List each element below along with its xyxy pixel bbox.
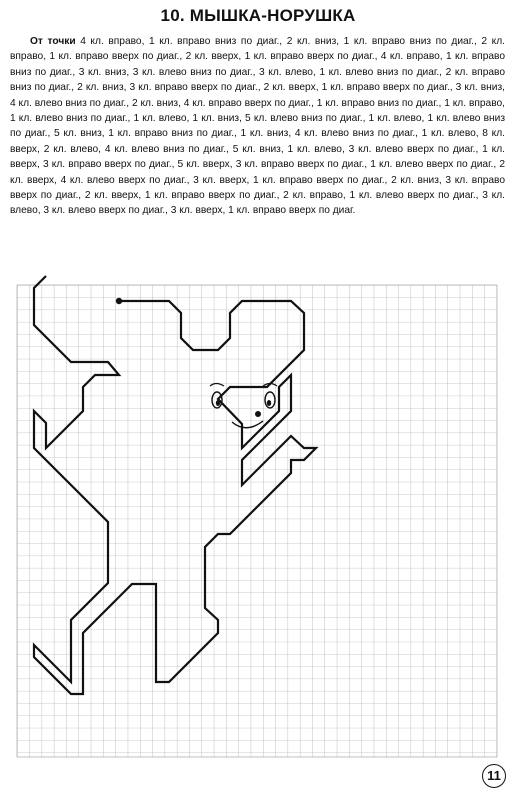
right-brow bbox=[263, 384, 277, 387]
nose bbox=[255, 411, 261, 417]
right-eye bbox=[265, 392, 275, 408]
page-number-badge: 11 bbox=[482, 764, 506, 788]
start-point bbox=[116, 298, 122, 304]
left-brow bbox=[210, 384, 224, 387]
mouse-face bbox=[210, 384, 277, 428]
right-pupil bbox=[267, 400, 271, 406]
instructions-body: 4 кл. вправо, 1 кл. вправо вниз по диаг., 2 кл. вниз, 1 кл. вправо вниз по диаг., 2 кл. вправо, 1 кл. вправо вверх по диаг., 2 кл. вверх, 1 кл. вправо вверх по диаг., 4 кл. вправо, 1 кл. вправо вниз по диаг., 3 кл. вниз, 3 кл. влево вниз по диаг., 3 кл. влево, 1 кл. влево вниз по диаг., 2 кл. вправо вниз по диаг., 2 кл. вниз, 3 кл. вправо вверх по диаг., 2 кл. вверх, 1 кл. вправо вверх по диаг., 3 кл. вниз, 4 кл. влево вниз по диаг., 2 кл. вниз, 4 кл. вправо вверх по диаг., 1 кл. вправо вниз по диаг., 1 кл. вправо, 1 кл. влево вниз по диаг., 1 кл. влево, 1 кл. вниз, 5 кл. влево вниз по диаг., 1 кл. влево, 1 кл. влево вниз по диаг., 5 кл. вниз, 1 кл. вправо вниз по диаг., 1 кл. вниз, 4 кл. влево вниз по диаг., 1 кл. влево, 8 кл. вверх, 2 кл. влево, 4 кл. влево вниз по диаг., 5 кл. вниз, 1 кл. влево, 3 кл. влево вверх по диаг., 1 кл. вверх, 3 кл. вправо вверх по диаг., 5 кл. вверх, 3 кл. вправо вверх по диаг., 1 кл. влево вверх по диаг., 2 кл. вверх, 4 кл. влево вверх по диаг., 3 кл. вверх, 1 кл. вправо вверх по диаг., 2 кл. вниз, 3 кл. вправо вверх по диаг., 2 кл. вверх, 1 кл. вправо вверх по диаг., 2 кл. вправо, 1 кл. влево вверх по диаг., 3 кл. влево, 3 кл. влево вверх по диаг., 3 кл. вверх, 1 кл. вправо вверх по диаг. bbox=[10, 36, 505, 217]
graph-paper-grid bbox=[17, 285, 497, 757]
page-title: 10. МЫШКА-НОРУШКА bbox=[160, 6, 356, 25]
left-pupil bbox=[216, 400, 220, 406]
instructions-paragraph bbox=[10, 34, 505, 219]
left-eye bbox=[212, 392, 222, 408]
mouth bbox=[232, 421, 263, 428]
mouse-outline bbox=[34, 276, 316, 694]
instructions-lead: От точки bbox=[30, 36, 76, 47]
